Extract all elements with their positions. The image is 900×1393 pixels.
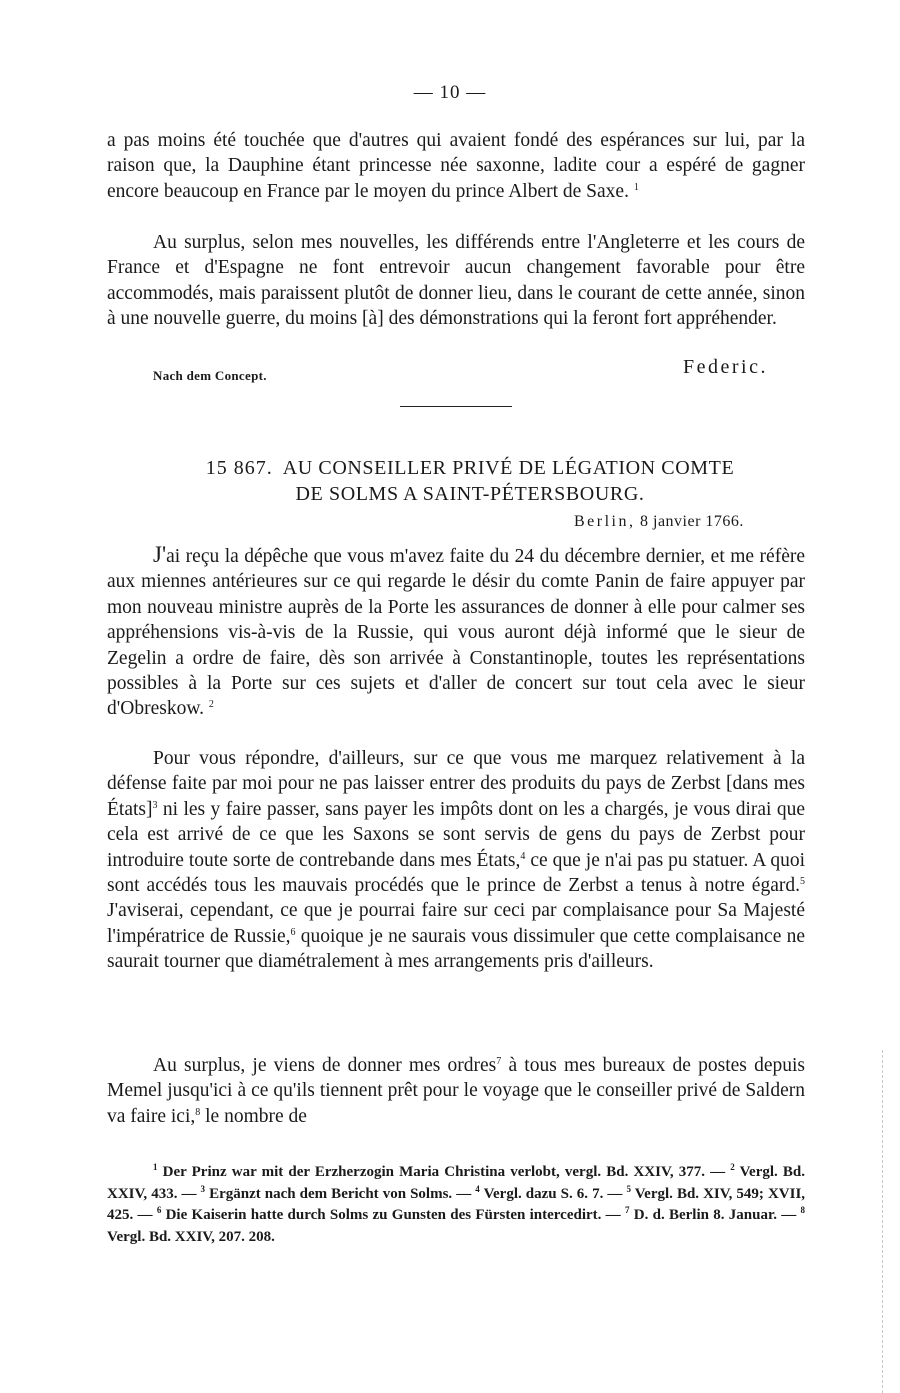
section-divider [400, 406, 512, 407]
paragraph [107, 1053, 805, 1129]
letter-title-line2: DE SOLMS A SAINT-PÉTERSBOURG. [295, 483, 645, 505]
footnote-ref: 7 [496, 1056, 502, 1067]
letter-date: 8 janvier 1766. [640, 513, 744, 530]
footnote-ref: 3 [152, 799, 158, 811]
letter-heading [130, 455, 810, 507]
paragraph-continuation [107, 128, 805, 204]
scan-edge-line [882, 1050, 883, 1393]
paragraph-text: J'ai reçu la dépêche que vous m'avez faite du 24 du décembre dernier, et me réfère aux miennes antérieures sur ce qui regarde le désir du comte Panin de faire appuyer par mon nouveau ministre auprès de la Porte les assurances de donner à elle pour calmer ses appréhensions vis-à-vis de la Russie, qui vous auront déjà informé que le sieur de Zegelin a ordre de faire, dès son arrivée à Constantinople, toutes les représentations possibles à la Porte sur ces sujets et d'aller de concert sur tout cela avec le sieur d'Obreskow. [107, 542, 805, 720]
paragraph-text: ni les y faire passer, sans payer les impôts dont on les a chargés, je vous dirai que cela est arrivé de ce que les Saxons se sont servis de gens du pays de Zerbst pour introduire toute sorte de contrebande dans mes États, [107, 798, 805, 871]
letter-number: 15 867. [205, 457, 273, 479]
letter-heading-line1 [130, 455, 810, 481]
paragraph-text: Au surplus, je viens de donner mes ordres [153, 1055, 497, 1076]
footnote-text: D. d. Berlin 8. Januar. — [633, 1207, 797, 1223]
footnote-mark: 3 [200, 1183, 206, 1194]
footnote-ref: 2 [208, 699, 214, 711]
footnote-text: Vergl. Bd. XIV, 549; XVII, 425. — [107, 1185, 806, 1223]
footnote-mark: 6 [156, 1205, 162, 1215]
footnote-mark: 8 [800, 1205, 806, 1215]
paragraph-text: ce que je n'ai pas pu statuer. A quoi sont accédés tous les mauvais procédés que le prince de Zerbst a tenus à notre égard. [107, 849, 805, 897]
footnote-ref: 8 [195, 1106, 201, 1118]
footnote-mark: 5 [626, 1183, 631, 1194]
footnote-ref: 4 [520, 850, 526, 862]
paragraph-text: à tous mes bureaux de postes depuis Memel jusqu'ici à ce qu'ils tiennent prêt pour le voyage que le conseiller privé de Saldern va faire ici, [107, 1055, 805, 1127]
paragraph [107, 746, 805, 975]
footnote-text: Vergl. Bd. XXIV, 433. — [107, 1164, 806, 1202]
signature: Federic. [683, 356, 768, 378]
footnote-mark: 2 [730, 1162, 735, 1172]
footnote-mark: 7 [624, 1205, 630, 1215]
footnote-ref: 6 [290, 926, 296, 938]
footnote-mark: 1 [153, 1162, 158, 1172]
footnote-ref: 5 [800, 876, 805, 888]
footnote-text: Die Kaiserin hatte durch Solms zu Gunsten des Fürsten intercedirt. — [165, 1207, 621, 1223]
footnotes [107, 1162, 805, 1248]
paragraph [107, 542, 805, 722]
paragraph: Au surplus, selon mes nouvelles, les différends entre l'Angleterre et les cours de France et d'Espagne ne font entrevoir aucun changement favorable pour être accommodés, mais paraissent plutôt de donner lieu, dans le courant de cette année, sinon à une nouvelle guerre, du moins [à] des démonstrations qui la feront fort appréhender. [107, 232, 805, 330]
paragraph-text: quoique je ne saurais vous dissimuler que cette complaisance ne saurait tourner que diamétralement à mes arrangements pris d'ailleurs. [107, 925, 806, 973]
footnote-text: Ergänzt nach dem Bericht von Solms. — [209, 1185, 472, 1202]
letter-place: Berlin, [574, 513, 636, 530]
letter-title-line1: AU CONSEILLER PRIVÉ DE LÉGATION COMTE [282, 457, 735, 479]
page-number: — 10 — [413, 82, 487, 103]
paragraph-text: le nombre de [205, 1105, 307, 1127]
paragraph-text: a pas moins été touchée que d'autres qui avaient fondé des espérances sur lui, par la raison que, la Dauphine étant princesse née saxonne, ladite cour a espéré de gagner encore beaucoup en France par le moyen du prince Albert de Saxe. [107, 130, 805, 202]
source-note: Nach dem Concept. [153, 368, 267, 383]
footnote-text: Der Prinz war mit der Erzherzogin Maria Christina verlobt, vergl. Bd. XXIV, 377. — [162, 1164, 726, 1180]
letter-dateline [574, 513, 744, 531]
footnote-text: Vergl. dazu S. 6. 7. — [483, 1185, 623, 1202]
paragraph-text: J'aviserai, cependant, ce que je pourrai faire sur ceci par complaisance pour Sa Majesté l'impératrice de Russie, [107, 900, 805, 947]
footnote-mark: 4 [475, 1183, 480, 1194]
footnote-ref: 1 [633, 181, 639, 193]
footnote-text: Vergl. Bd. XXIV, 207. 208. [107, 1228, 275, 1245]
paragraph-text: Pour vous répondre, d'ailleurs, sur ce que vous me marquez relativement à la défense faite par moi pour ne pas laisser entrer des produits du pays de Zerbst [dans mes États] [107, 748, 805, 820]
